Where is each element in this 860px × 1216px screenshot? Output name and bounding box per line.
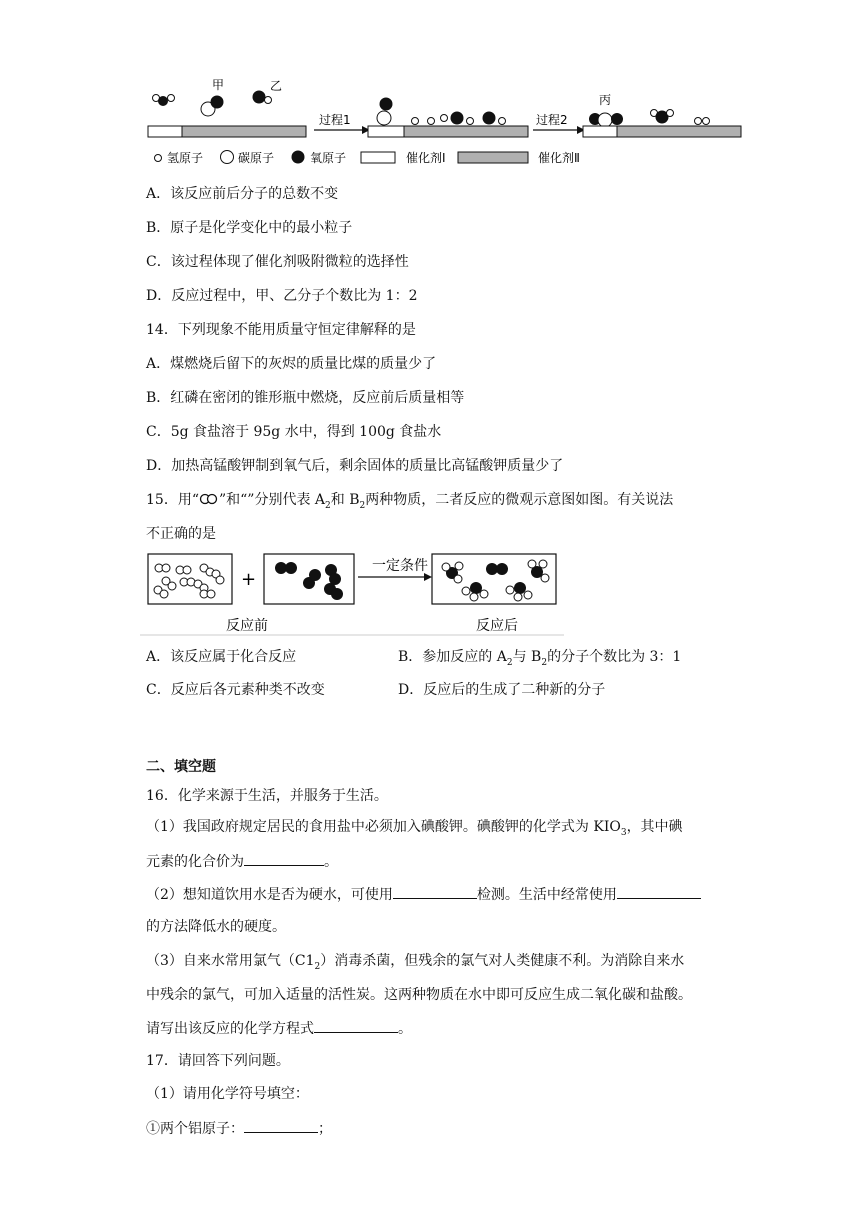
q16-part1-sub: 3 — [620, 827, 627, 838]
legend-h-atom: 氢原子 — [167, 151, 204, 165]
q16-part2-text-a: （2）想知道饮用水是否为硬水，可使用 — [146, 887, 393, 903]
q16-part1-line2-end: 。 — [324, 854, 338, 870]
q16-part3-text-a: （3）自来水常用氯气（C1 — [146, 953, 315, 969]
q14-option-a: A．煤燃烧后留下的灰烬的质量比煤的质量少了 — [146, 356, 437, 372]
legend-catalyst1-swatch — [361, 152, 395, 163]
q17-stem: 17．请回答下列问题。 — [146, 1053, 290, 1069]
q16-part3-line3-text: 请写出该反应的化学方程式 — [146, 1021, 314, 1037]
q16-part1-text-b: ，其中碘 — [626, 819, 683, 835]
molecule-yi-h2o-icon — [253, 91, 272, 104]
caption-after: 反应后 — [476, 618, 518, 634]
q13-option-a: A．该反应前后分子的总数不变 — [146, 186, 339, 202]
q16-stem: 16．化学来源于生活，并服务于生活。 — [146, 788, 388, 804]
figure13-legend — [155, 150, 580, 165]
label-jia: 甲 — [212, 78, 225, 92]
label-yi: 乙 — [270, 79, 283, 93]
q15-stem-part-d: 两种物质，二者反应的微观示意图如图。有关说法 — [365, 492, 674, 508]
q17-two-al-atoms-blank[interactable] — [244, 1118, 318, 1133]
q15-sub-b: 2 — [359, 500, 366, 511]
q16-part1-text-a: （1）我国政府规定居民的食用盐中必须加入碘酸钾。碘酸钾的化学式为 KIO — [146, 819, 621, 835]
legend-o-atom: 氧原子 — [310, 151, 347, 165]
q15-option-b-part-b: 与 B — [512, 649, 542, 665]
q14-option-d: D．加热高锰酸钾制到氧气后，剩余固体的质量比高锰酸钾质量少了 — [146, 458, 564, 474]
q17-item1-end: ； — [318, 1121, 332, 1137]
q15-stem-line2: 不正确的是 — [146, 526, 216, 542]
q14-option-b: B．红磷在密闭的锥形瓶中燃烧，反应前后质量相等 — [146, 390, 465, 406]
catalyst1-bar — [148, 126, 182, 137]
legend-catalyst2: 催化剂Ⅱ — [538, 151, 580, 165]
h2-molecule-icon — [153, 95, 175, 107]
label-bing: 丙 — [599, 93, 612, 107]
process1-label: 过程1 — [319, 113, 351, 127]
q16-softening-method-blank[interactable] — [617, 884, 701, 899]
q16-valence-blank[interactable] — [244, 851, 324, 866]
q16-part2-line1 — [146, 884, 701, 905]
q13-option-b: B．原子是化学变化中的最小粒子 — [146, 220, 353, 236]
q15-stem-part-a: 15．用“ — [146, 492, 199, 508]
q16-part3-line2: 中残余的氯气，可加入适量的活性炭。这两种物质在水中即可反应生成二氧化碳和盐酸。 — [146, 987, 692, 1003]
q15-option-b — [398, 647, 681, 673]
legend-h-atom-icon — [155, 155, 162, 162]
q15-option-c: C．反应后各元素种类不改变 — [146, 682, 325, 698]
q17-item1-text: ①两个铝原子： — [146, 1121, 244, 1137]
q16-part3-line1 — [146, 951, 684, 977]
q15-sub-a: 2 — [325, 500, 331, 511]
q16-part3-sub: 2 — [314, 961, 321, 972]
q13-option-d: D．反应过程中，甲、乙分子个数比为 1：2 — [146, 288, 418, 304]
legend-c-atom-icon — [221, 151, 234, 164]
legend-c-atom: 碳原子 — [238, 151, 275, 165]
caption-before: 反应前 — [226, 618, 268, 634]
q13-option-c: C．该过程体现了催化剂吸附微粒的选择性 — [146, 254, 409, 270]
q15-stem — [146, 490, 673, 516]
legend-catalyst1: 催化剂Ⅰ — [406, 151, 446, 165]
q15-option-b-part-c: 的分子个数比为 3：1 — [547, 649, 682, 665]
q17-item1 — [146, 1118, 332, 1139]
q15-plus-sign: + — [241, 569, 257, 590]
q16-part1-line2 — [146, 851, 338, 872]
q15-option-b-sub-b: 2 — [541, 657, 548, 668]
q16-part1-line2-text: 元素的化合价为 — [146, 854, 244, 870]
legend-catalyst2-swatch — [458, 152, 528, 163]
q17-part1: （1）请用化学符号填空： — [146, 1086, 309, 1102]
process2-label: 过程2 — [536, 113, 568, 127]
q14-option-c: C．5g 食盐溶于 95g 水中，得到 100g 食盐水 — [146, 424, 442, 440]
q16-hard-water-test-blank[interactable] — [393, 884, 477, 899]
q15-option-a: A．该反应属于化合反应 — [146, 649, 297, 665]
q16-part3-text-b: ）消毒杀菌，但残余的氯气对人类健康不利。为消除自来水 — [320, 953, 685, 969]
q16-equation-blank[interactable] — [314, 1018, 398, 1033]
reaction-condition: 一定条件 — [372, 558, 428, 574]
q15-stem-part-b: ”和“”分别代表 A — [218, 492, 326, 508]
q16-part3-line3 — [146, 1018, 412, 1039]
molecule-jia-co-icon — [201, 96, 224, 117]
q15-micro-reaction-figure — [140, 548, 564, 640]
after-box — [432, 554, 556, 604]
section2-title: 二、填空题 — [146, 759, 216, 775]
q13-reaction-process-figure — [140, 72, 760, 172]
q15-stem-part-c: 和 B — [330, 492, 360, 508]
a2-molecule-icon — [199, 493, 219, 505]
q15-option-b-sub-a: 2 — [506, 657, 513, 668]
q15-option-d: D．反应后的生成了二种新的分子 — [398, 682, 606, 698]
q16-part1-line1 — [146, 817, 683, 843]
legend-o-atom-icon — [292, 151, 305, 164]
q16-part3-line3-end: 。 — [398, 1021, 412, 1037]
q15-option-b-part-a: B．参加反应的 A — [398, 649, 507, 665]
q16-part2-line2: 的方法降低水的硬度。 — [146, 919, 286, 935]
q16-part2-text-b: 检测。生活中经常使用 — [476, 887, 617, 903]
q14-stem: 14．下列现象不能用质量守恒定律解释的是 — [146, 322, 416, 338]
catalyst2-bar — [182, 126, 306, 137]
